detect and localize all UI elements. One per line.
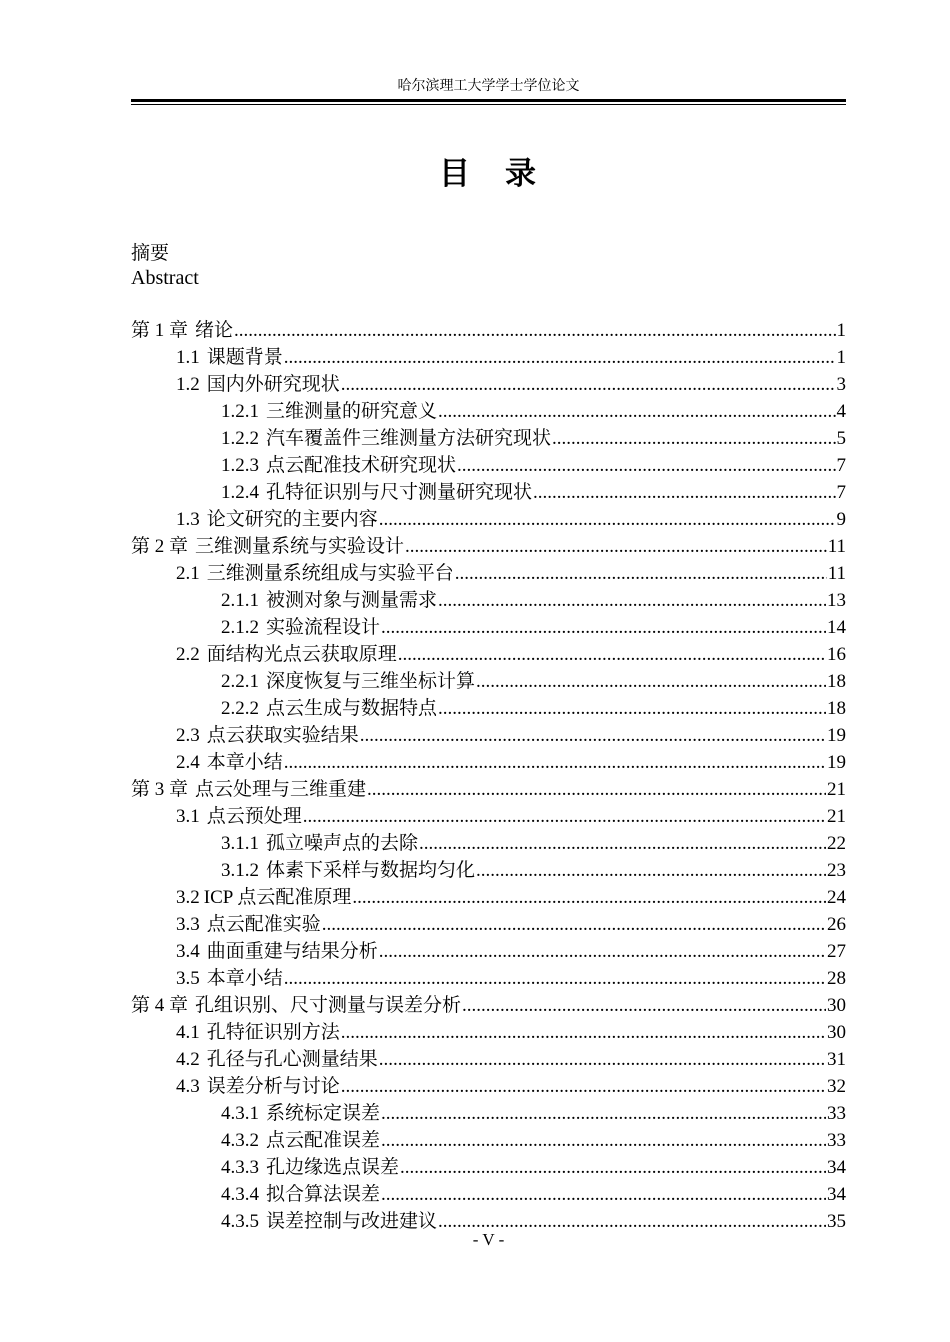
toc-abstract-zh[interactable]: 摘要 [131, 242, 170, 264]
toc-entry-number: 4.3.2 [221, 1130, 259, 1151]
toc-entry-page: 32 [827, 1076, 846, 1097]
toc-dot-leader [381, 614, 826, 641]
toc-entry-number: 3.1 [176, 806, 200, 827]
toc-dot-leader [341, 1019, 826, 1046]
toc-entry-title: 点云预处理 [206, 806, 302, 827]
toc-dot-leader [381, 1100, 826, 1127]
toc-entry-label [131, 776, 366, 803]
toc-entry[interactable] [131, 1073, 846, 1100]
toc-entry[interactable] [131, 371, 846, 398]
toc-entry-title: 点云配准误差 [266, 1130, 381, 1151]
toc-entry-title: 三维测量系统与实验设计 [195, 536, 405, 557]
toc-entry-number: 第 3 章 [131, 779, 189, 800]
toc-entry-number: 1.2.4 [221, 482, 259, 503]
toc-dot-leader [284, 344, 836, 371]
toc-entry[interactable] [131, 992, 846, 1019]
toc-entry-title: 系统标定误差 [266, 1103, 381, 1124]
toc-entry[interactable] [131, 722, 846, 749]
toc-entry-title: 孔特征识别与尺寸测量研究现状 [266, 482, 533, 503]
toc-entry-label [176, 884, 351, 911]
toc-entry-page: 11 [827, 563, 846, 584]
toc-entry-number: 1.2.2 [221, 428, 259, 449]
toc-entry-page: 5 [836, 428, 846, 449]
toc-entry-title: 孔组识别、尺寸测量与误差分析 [195, 995, 462, 1016]
toc-entry-title: 点云处理与三维重建 [195, 779, 367, 800]
toc-entry-number: 4.1 [176, 1022, 200, 1043]
toc-dot-leader [400, 1154, 826, 1181]
toc-entry-number: 第 4 章 [131, 995, 189, 1016]
toc-entry[interactable] [131, 884, 846, 911]
toc-entry[interactable] [131, 857, 846, 884]
toc-entry-label [221, 830, 418, 857]
toc-entry-number: 4.3.5 [221, 1211, 259, 1232]
toc-entry-number: 1.3 [176, 509, 200, 530]
header-rule-thick [131, 99, 846, 102]
toc-entry-number: 1.2.1 [221, 401, 259, 422]
toc-entry-page: 1 [836, 320, 846, 341]
toc-entry-page: 18 [827, 698, 846, 719]
toc-entry-page: 31 [827, 1049, 846, 1070]
toc-entry-title: 点云配准实验 [206, 914, 321, 935]
toc-dot-leader [438, 695, 826, 722]
toc-entry-title: 误差控制与改进建议 [266, 1211, 438, 1232]
toc-entry[interactable] [131, 317, 846, 344]
toc-entry-label [221, 857, 475, 884]
toc-entry-number: 2.2.1 [221, 671, 259, 692]
toc-entry-number: 4.3 [176, 1076, 200, 1097]
toc-entry-label [176, 1046, 378, 1073]
toc-entry-label [221, 1181, 380, 1208]
toc-entry-label [176, 938, 378, 965]
toc-entry-title: 绪论 [195, 320, 234, 341]
toc-dot-leader [341, 1073, 826, 1100]
toc-entry-page: 11 [827, 536, 846, 557]
toc-entry-label [221, 614, 380, 641]
toc-entry-title: 课题背景 [206, 347, 283, 368]
toc-entry-label [221, 425, 551, 452]
toc-entry-page: 14 [827, 617, 846, 638]
toc-entry-number: 4.3.4 [221, 1184, 259, 1205]
toc-dot-leader [405, 533, 827, 560]
toc-entry-title: 论文研究的主要内容 [206, 509, 378, 530]
toc-entry-label [221, 398, 437, 425]
toc-entry[interactable] [131, 560, 846, 587]
toc-entry-number: 3.1.1 [221, 833, 259, 854]
toc-dot-leader [476, 668, 826, 695]
toc-entry-page: 16 [827, 644, 846, 665]
toc-entry[interactable] [131, 1181, 846, 1208]
toc-entry[interactable] [131, 398, 846, 425]
toc-entry-label [221, 587, 437, 614]
toc-entry-title: 曲面重建与结果分析 [206, 941, 378, 962]
toc-entry-label [221, 695, 437, 722]
toc-entry-number: 3.3 [176, 914, 200, 935]
toc-entry-number: 2.1.2 [221, 617, 259, 638]
toc-entry-page: 21 [827, 806, 846, 827]
toc-entry-label [176, 560, 454, 587]
toc-entry-number: 3.4 [176, 941, 200, 962]
toc-dot-leader [379, 1046, 826, 1073]
toc-entry-title: 本章小结 [206, 968, 283, 989]
toc-entry[interactable] [131, 1019, 846, 1046]
toc-entry-title: 体素下采样与数据均匀化 [266, 860, 476, 881]
toc-entry-number: 2.2.2 [221, 698, 259, 719]
toc-entry[interactable] [131, 533, 846, 560]
toc-entry-title: 点云生成与数据特点 [266, 698, 438, 719]
toc-entry-title: 汽车覆盖件三维测量方法研究现状 [266, 428, 552, 449]
toc-entry-label [131, 533, 404, 560]
toc-entry-number: 1.2.3 [221, 455, 259, 476]
toc-entry[interactable] [131, 641, 846, 668]
toc-entry-page: 19 [827, 752, 846, 773]
toc-entry-label [176, 641, 397, 668]
toc-entry-label [221, 1154, 399, 1181]
toc-entry-title: 拟合算法误差 [266, 1184, 381, 1205]
toc-entry[interactable] [131, 803, 846, 830]
toc-entry[interactable] [131, 1127, 846, 1154]
toc-entry-number: 4.3.1 [221, 1103, 259, 1124]
toc-entry-title: 本章小结 [206, 752, 283, 773]
toc-entry-label [221, 1100, 380, 1127]
toc-entry-title: 孔径与孔心测量结果 [206, 1049, 378, 1070]
toc-dot-leader [398, 641, 826, 668]
toc-entry-page: 13 [827, 590, 846, 611]
toc-entry-page: 7 [836, 455, 846, 476]
toc-dot-leader [360, 722, 826, 749]
toc-entry-page: 9 [836, 509, 846, 530]
toc-entry-number: 3.2 [176, 887, 200, 908]
toc-entry-page: 27 [827, 941, 846, 962]
toc-entry-page: 34 [827, 1157, 846, 1178]
toc-entry-page: 1 [836, 347, 846, 368]
toc-entry-title: 被测对象与测量需求 [266, 590, 438, 611]
toc-dot-leader [352, 884, 826, 911]
page-title: 目 录 [439, 156, 538, 192]
toc-entry-label [131, 317, 233, 344]
toc-entry[interactable] [131, 749, 846, 776]
toc-entry-number: 4.3.3 [221, 1157, 259, 1178]
toc-entry-title: 孔特征识别方法 [206, 1022, 340, 1043]
toc-dot-leader [476, 857, 826, 884]
toc-entry[interactable] [131, 587, 846, 614]
toc-entry[interactable] [131, 911, 846, 938]
toc-entry-title: 国内外研究现状 [206, 374, 340, 395]
toc-entry[interactable] [131, 1046, 846, 1073]
toc-entry[interactable] [131, 965, 846, 992]
toc-entry-page: 3 [836, 374, 846, 395]
toc-entry-title: 三维测量系统组成与实验平台 [206, 563, 454, 584]
toc-dot-leader [379, 506, 836, 533]
header-rule-thin [131, 104, 846, 105]
toc-entry-label [176, 1019, 340, 1046]
toc-dot-leader [462, 992, 826, 1019]
toc-entry[interactable] [131, 452, 846, 479]
toc-dot-leader [367, 776, 826, 803]
toc-entry-number: 2.1 [176, 563, 200, 584]
toc-abstract-en[interactable]: Abstract [131, 267, 199, 289]
toc-entry[interactable] [131, 425, 846, 452]
toc-entry-number: 2.3 [176, 725, 200, 746]
toc-entry-page: 26 [827, 914, 846, 935]
toc-entry-number: 第 2 章 [131, 536, 189, 557]
toc-dot-leader [284, 965, 826, 992]
toc-entry-title: 深度恢复与三维坐标计算 [266, 671, 476, 692]
toc-entry[interactable] [131, 1100, 846, 1127]
toc-entry-page: 24 [827, 887, 846, 908]
toc-dot-leader [322, 911, 826, 938]
toc-entry-page: 4 [836, 401, 846, 422]
toc-entry-page: 18 [827, 671, 846, 692]
toc-entry[interactable] [131, 506, 846, 533]
toc-dot-leader [341, 371, 836, 398]
toc-entry-title: ICP 点云配准原理 [203, 887, 352, 908]
toc-dot-leader [284, 749, 826, 776]
toc-entry-label [176, 803, 302, 830]
toc-entry-title: 点云配准技术研究现状 [266, 455, 457, 476]
toc-entry-title: 面结构光点云获取原理 [206, 644, 397, 665]
toc-entry[interactable] [131, 668, 846, 695]
toc-entry-label [176, 344, 283, 371]
toc-entry-label [176, 506, 378, 533]
toc-entry-title: 孔边缘选点误差 [266, 1157, 400, 1178]
toc-entry-page: 23 [827, 860, 846, 881]
toc-entry-number: 3.5 [176, 968, 200, 989]
toc-entry[interactable] [131, 776, 846, 803]
toc-entry-label [221, 452, 456, 479]
toc-entry-page: 21 [827, 779, 846, 800]
toc-entry-label [176, 749, 283, 776]
toc-entry-title: 误差分析与讨论 [206, 1076, 340, 1097]
toc-entry-label [221, 479, 532, 506]
toc-dot-leader [419, 830, 826, 857]
toc-entry-page: 33 [827, 1103, 846, 1124]
toc-entry-label [176, 371, 340, 398]
toc-entry[interactable] [131, 1154, 846, 1181]
toc-entry-title: 三维测量的研究意义 [266, 401, 438, 422]
toc-entry-number: 1.1 [176, 347, 200, 368]
toc-entry-number: 第 1 章 [131, 320, 189, 341]
toc-entry-number: 4.2 [176, 1049, 200, 1070]
toc-entry-title: 点云获取实验结果 [206, 725, 359, 746]
page-number: - V - [472, 1230, 505, 1249]
toc-entry-page: 35 [827, 1211, 846, 1232]
toc-entry-page: 19 [827, 725, 846, 746]
toc-entry[interactable] [131, 695, 846, 722]
toc-dot-leader [379, 938, 826, 965]
toc-entry-page: 22 [827, 833, 846, 854]
toc-dot-leader [552, 425, 835, 452]
toc-entry-title: 实验流程设计 [266, 617, 381, 638]
toc-dot-leader [455, 560, 827, 587]
toc-entry-label [131, 992, 461, 1019]
toc-dot-leader [303, 803, 826, 830]
toc-entry-number: 2.1.1 [221, 590, 259, 611]
toc-dot-leader [438, 587, 826, 614]
toc-dot-leader [438, 398, 835, 425]
toc-entry[interactable] [131, 938, 846, 965]
toc-dot-leader [381, 1127, 826, 1154]
toc-dot-leader [381, 1181, 826, 1208]
toc-entry-number: 1.2 [176, 374, 200, 395]
toc-entry-label [176, 1073, 340, 1100]
toc-entry-page: 30 [827, 995, 846, 1016]
table-of-contents [131, 317, 846, 1235]
toc-entry-number: 2.2 [176, 644, 200, 665]
toc-entry-page: 30 [827, 1022, 846, 1043]
toc-entry-page: 7 [836, 482, 846, 503]
toc-entry-label [176, 965, 283, 992]
toc-dot-leader [457, 452, 835, 479]
toc-entry-title: 孤立噪声点的去除 [266, 833, 419, 854]
toc-entry[interactable] [131, 830, 846, 857]
toc-entry[interactable] [131, 614, 846, 641]
toc-entry-number: 2.4 [176, 752, 200, 773]
running-header: 哈尔滨理工大学学士学位论文 [397, 79, 580, 94]
toc-entry-label [221, 668, 475, 695]
toc-entry[interactable] [131, 344, 846, 371]
toc-entry-label [221, 1127, 380, 1154]
toc-entry-page: 33 [827, 1130, 846, 1151]
toc-entry-label [176, 911, 321, 938]
toc-dot-leader [533, 479, 835, 506]
toc-entry-page: 34 [827, 1184, 846, 1205]
toc-dot-leader [234, 317, 835, 344]
toc-entry-page: 28 [827, 968, 846, 989]
toc-entry[interactable] [131, 479, 846, 506]
toc-entry-label [176, 722, 359, 749]
toc-entry-number: 3.1.2 [221, 860, 259, 881]
